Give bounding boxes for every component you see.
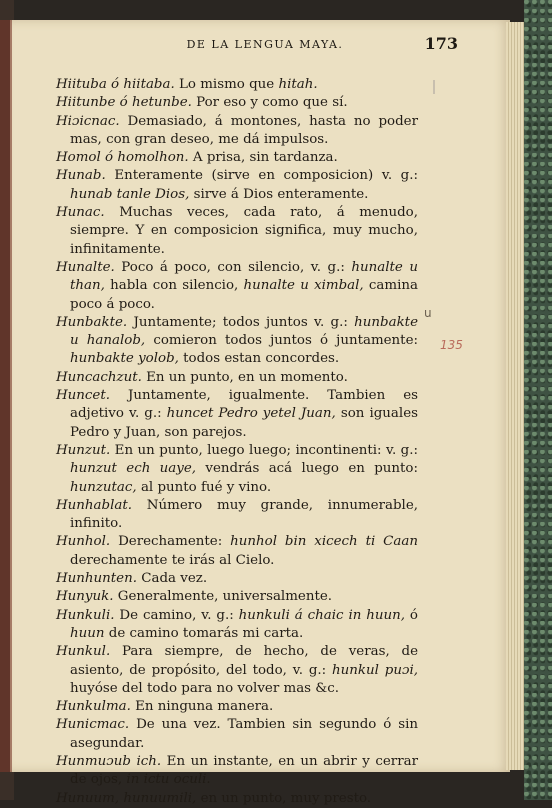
page-gutter — [0, 20, 12, 772]
entry-definition: habla con silencio, — [104, 278, 244, 294]
dictionary-entry — [56, 149, 418, 167]
dictionary-entry — [56, 387, 418, 442]
dictionary-entry — [56, 76, 418, 94]
entry-definition: Juntamente, igualmente. Tambien es adjetivo v. g.: — [70, 388, 418, 422]
entry-definition: ó — [405, 607, 418, 623]
entry-headword: Homol ó homolhon. — [56, 150, 189, 166]
dictionary-entry — [56, 497, 418, 534]
dictionary-entry — [56, 167, 418, 204]
entry-definition: Generalmente, universalmente. — [113, 589, 333, 605]
entry-definition: Lo mismo que — [174, 77, 279, 92]
entry-example: hitah. — [278, 77, 318, 92]
margin-mark: u — [424, 306, 432, 320]
entry-definition: De una vez. Tambien sin segundo ó sin asegundar. — [70, 717, 418, 751]
running-title: DE LA LENGUA MAYA. — [186, 38, 344, 51]
entry-definition: son iguales Pedro y Juan, son parejos. — [70, 406, 418, 440]
entry-headword: Hiɔicnac. — [56, 113, 120, 129]
margin-pencil-line — [433, 80, 435, 94]
entry-headword: Hiituba ó hiitaba. — [56, 77, 175, 92]
entry-example: hunalte u ximbal, — [243, 278, 364, 294]
entry-headword: Hunhablat. — [56, 497, 133, 513]
dictionary-entry — [56, 607, 418, 644]
entry-headword: Huncet. — [56, 388, 110, 404]
entry-headword: Hunkulma. — [56, 699, 131, 715]
entry-headword: Hunicmac. — [56, 717, 130, 733]
entry-example: huun — [70, 625, 105, 641]
entry-definition: Cada vez. — [137, 571, 208, 587]
entry-definition: Demasiado, á montones, hasta no poder mas, con gran deseo, me dá impulsos. — [70, 113, 418, 147]
dictionary-entry — [56, 113, 418, 150]
dictionary-entries — [56, 76, 418, 808]
entry-definition: A prisa, sin tardanza. — [188, 150, 338, 166]
entry-example: hunzutac, — [70, 479, 137, 495]
entry-headword: Hunyuk. — [56, 589, 114, 605]
dictionary-entry — [56, 259, 418, 314]
entry-definition: derechamente te irás al Cielo. — [70, 552, 275, 568]
entry-headword: Hunac. — [56, 205, 105, 221]
entry-definition: Enteramente (sirve en composicion) v. g.: — [105, 168, 418, 184]
entry-example: hunbakte yolob, — [70, 351, 179, 367]
dictionary-entry — [56, 570, 418, 588]
entry-headword: Hunalte. — [56, 259, 115, 275]
entry-headword: Hunmuɔub ich. — [56, 753, 162, 769]
entry-definition: Número muy grande, innumerable, infinito. — [70, 497, 418, 532]
entry-definition: En un punto, en un momento. — [141, 369, 348, 385]
entry-example: hunzut ech uaye, — [70, 461, 197, 477]
dictionary-entry — [56, 698, 418, 716]
entry-definition: al punto fué y vino. — [136, 479, 272, 495]
entry-example: hunkul puɔi, — [332, 662, 418, 678]
running-header — [40, 32, 490, 58]
entry-definition: En un punto, luego luego; incontinenti: v. g.: — [110, 442, 418, 458]
entry-definition: de camino tomarás mi carta. — [104, 625, 304, 641]
entry-headword: Hunbakte. — [56, 314, 128, 330]
entry-definition: todos estan concordes. — [178, 351, 340, 367]
entry-definition: Juntamente; todos juntos v. g.: — [127, 314, 355, 330]
dictionary-entry — [56, 314, 418, 369]
entry-definition: huyóse del todo para no volver mas &c. — [70, 680, 339, 696]
book-cover-right — [524, 0, 552, 800]
dictionary-entry — [56, 204, 418, 259]
entry-definition: Para siempre, de hecho, de veras, de asiento, de propósito, del todo, v. g.: — [70, 644, 418, 678]
entry-headword: Hunkuli. — [56, 607, 115, 623]
entry-headword: Hunkul. — [56, 644, 111, 660]
entry-definition: Derechamente: — [110, 534, 231, 550]
entry-example: huncet Pedro yetel Juan, — [166, 406, 336, 422]
dictionary-entry — [56, 533, 418, 570]
entry-definition: Poco á poco, con silencio, v. g.: — [114, 259, 352, 275]
entry-definition: Muchas veces, cada rato, á menudo, siempre. Y en composicion significa, muy mucho, infinitamente. — [70, 205, 418, 257]
entry-headword: Hunhunten. — [56, 571, 137, 587]
dictionary-entry — [56, 716, 418, 753]
entry-definition: camina poco á poco. — [70, 278, 419, 312]
entry-definition: vendrás acá luego en punto: — [196, 461, 418, 477]
dictionary-entry — [56, 369, 418, 387]
entry-example: hunkuli á chaic in huun, — [238, 607, 406, 623]
entry-definition: En ninguna manera. — [130, 699, 274, 715]
entry-example: in ictu oculi. — [126, 772, 211, 788]
entry-definition: comieron todos juntos ó juntamente: — [145, 333, 419, 349]
dictionary-entry — [56, 442, 418, 497]
page-number: 173 — [424, 34, 458, 53]
entry-example: hunalte u than, — [70, 259, 419, 294]
entry-definition: en un punto, muy presto. — [196, 790, 372, 806]
entry-example: hunbakte u hanalob, — [70, 314, 418, 349]
entry-example: hunab tanle Dios, — [70, 186, 190, 202]
entry-definition: Por eso y como que sí. — [191, 95, 348, 111]
entry-definition: sirve á Dios enteramente. — [189, 186, 369, 202]
entry-headword: Hunuum, hunuumili, — [56, 790, 197, 806]
dictionary-entry — [56, 753, 418, 790]
entry-headword: Hunzut. — [56, 442, 111, 458]
dictionary-entry — [56, 94, 418, 112]
entry-definition: De camino, v. g.: — [114, 607, 239, 623]
dictionary-entry — [56, 790, 418, 808]
dictionary-entry — [56, 588, 418, 606]
page-edges — [506, 22, 524, 770]
entry-headword: Hunab. — [56, 168, 106, 184]
entry-headword: Huncachzut. — [56, 369, 142, 385]
margin-annotation: 135 — [440, 338, 463, 352]
entry-definition: En un instante, en un abrir y cerrar de ojos, — [70, 753, 418, 788]
entry-example: hunhol bin xicech ti Caan — [230, 534, 418, 550]
entry-headword: Hiitunbe ó hetunbe. — [56, 95, 192, 111]
entry-headword: Hunhol. — [56, 534, 111, 550]
dictionary-entry — [56, 643, 418, 698]
